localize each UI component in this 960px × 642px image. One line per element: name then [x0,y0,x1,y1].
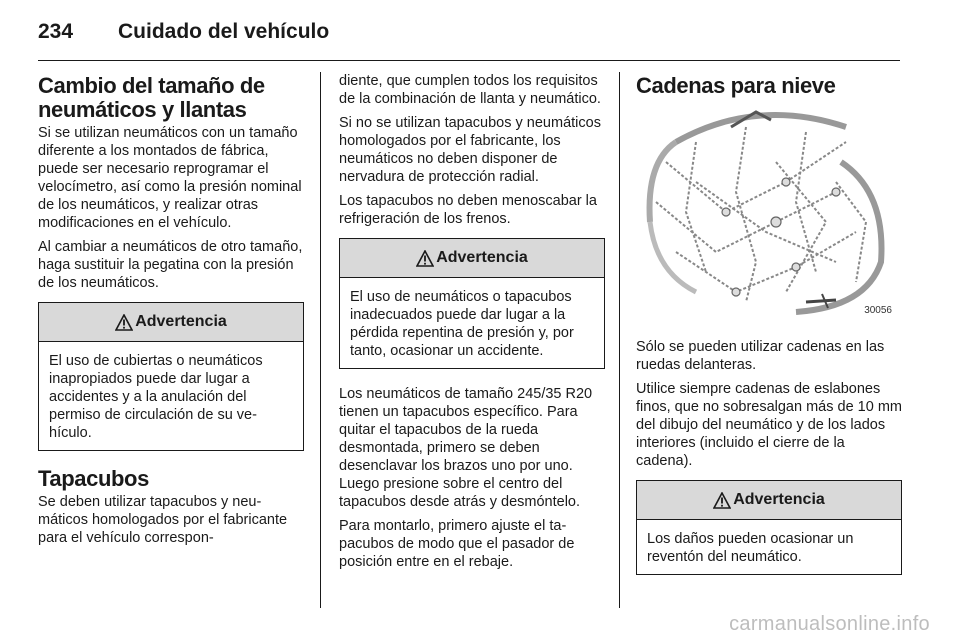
watermark: carmanualsonline.info [729,613,930,635]
paragraph: Los neumáticos de tamaño 245/35 R20 tienen un tapacubos específico. Para quitar el tapacubos de la rueda desmontada, primero se deben desenclavar los brazos uno por uno. Luego presione sobre el centro del tapacubos desde atrás y desmóntelo. [339,386,593,510]
warning-title: Advertencia [135,313,227,330]
paragraph: Se deben utilizar tapacubos y neumáticos homologados por el fabricante para el vehículo correspon- [38,494,288,546]
column-divider [619,72,620,608]
paragraph: Utilice siempre cadenas de eslabones finos, que no sobresalgan más de 10 mm del dibujo del neumático y de los lados interiores (incluido el cierre de la cadena). [636,381,902,469]
heading-hubcaps: Tapacubos [38,466,149,491]
paragraph: Si no se utilizan tapacubos y neumáticos homologados por el fabricante, los neumáticos no deben disponer de nervadura de protección radial. [339,115,601,185]
column-2 [339,72,605,577]
column-divider [320,72,321,608]
section-title: Cuidado del vehículo [118,20,330,43]
warning-box [636,480,902,575]
column-3 [636,72,902,591]
warning-triangle-icon [416,250,434,267]
warning-triangle-icon [115,314,133,331]
paragraph: Sólo se pueden utilizar cadenas en las ruedas delanteras. [636,339,885,373]
warning-header [340,239,604,278]
warning-header [39,303,303,342]
warning-title: Advertencia [733,491,825,508]
figure-id: 30056 [864,305,892,316]
heading-snow-chains: Cadenas para nieve [636,73,836,98]
snow-chain-illustration [636,102,898,320]
paragraph: Los tapacubos no deben menoscabar la refrigeración de los frenos. [339,193,597,227]
snow-chain-drawing [636,102,898,320]
warning-box [38,302,304,451]
warning-text: El uso de cubiertas o neumáticos inapropiados puede dar lugar a accidentes y a la anulación del permiso de circulación de su vehículo. [49,353,263,441]
warning-triangle-icon [713,492,731,509]
header-rule [38,60,900,61]
warning-box [339,238,605,369]
paragraph: Si se utilizan neumáticos con un tamaño diferente a los montados de fábrica, puede ser necesario reprogramar el velocímetro, así como la presión nominal de los neumáticos, y realizar otras modificaciones en el vehículo. [38,125,302,231]
column-1 [38,72,304,553]
warning-title: Advertencia [436,249,528,266]
warning-header [637,481,901,520]
warning-text: El uso de neumáticos o tapacubos inadecuados puede dar lugar a la pérdida repentina de presión y, por tanto, ocasionar un accidente. [350,289,574,359]
paragraph: Al cambiar a neumáticos de otro tamaño, haga sustituir la pegatina con la presión de los neumáticos. [38,239,303,291]
paragraph: Para montarlo, primero ajuste el tapacubos de modo que el pasador de posición entre en el rebaje. [339,518,575,570]
heading-tire-size-change: Cambio del tamaño de neumáticos y llantas [38,73,265,122]
paragraph: diente, que cumplen todos los requisitos de la combinación de llanta y neumático. [339,73,601,107]
page-number: 234 [38,20,74,43]
warning-text: Los daños pueden ocasionar un reventón del neumático. [647,531,854,565]
